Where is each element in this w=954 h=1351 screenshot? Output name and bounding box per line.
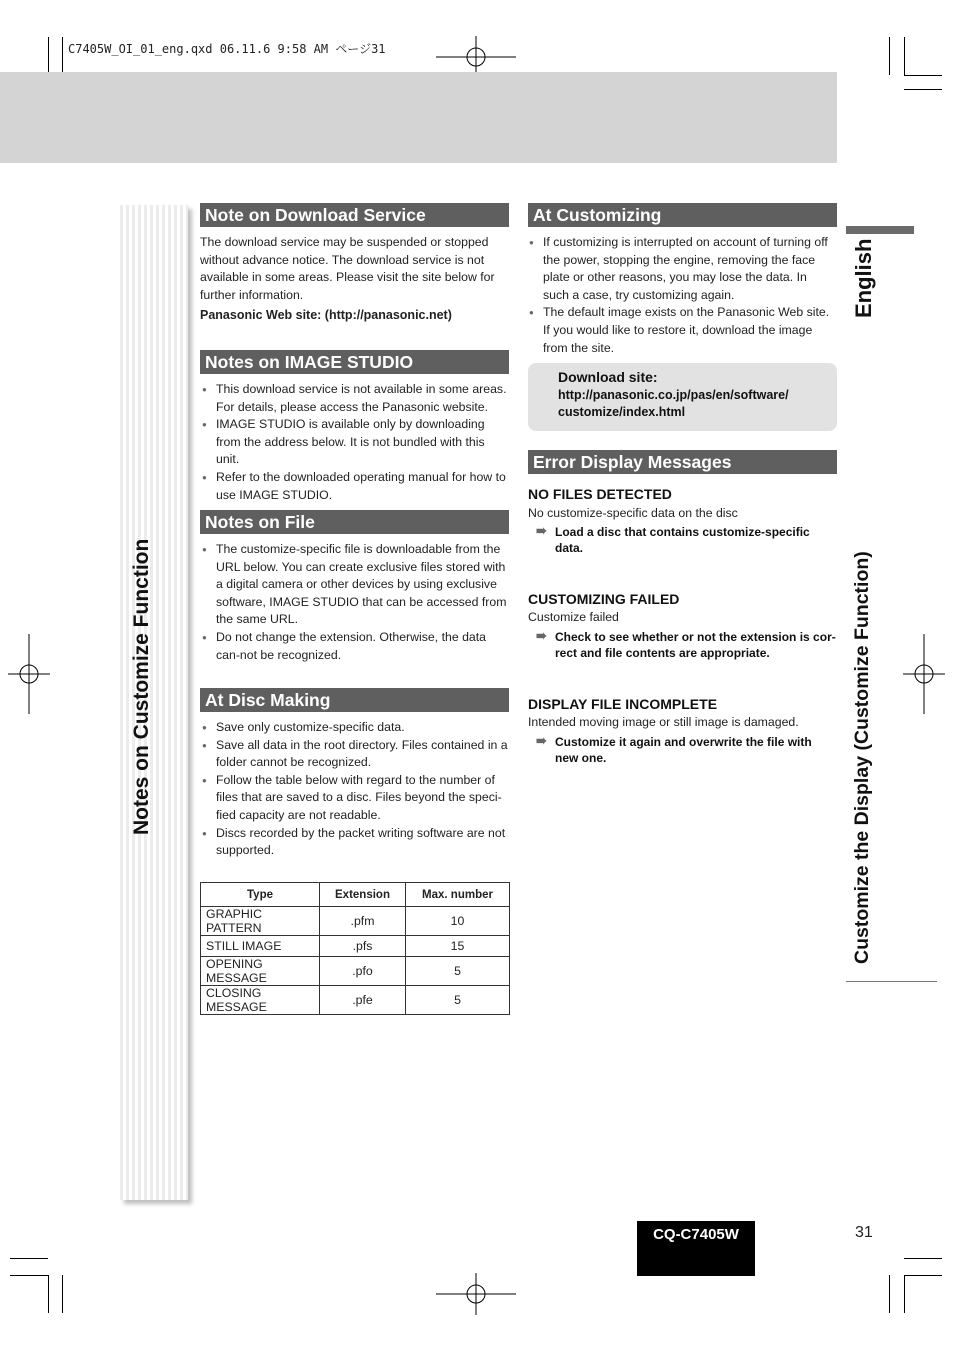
table-cell: 10 <box>406 907 510 936</box>
download-service-text: The download service may be suspended or stopped without advance notice. The download service is not available in some areas. Please visit the site below for further information. <box>200 235 495 302</box>
download-site-url[interactable]: customize/index.html <box>558 405 686 419</box>
notes-on-file-list <box>200 541 509 664</box>
file-capacity-table <box>200 882 510 1015</box>
model-badge: CQ-C7405W <box>637 1221 755 1276</box>
list-item: ● This download service is not available in some areas. For details, please access the Panasonic website. <box>200 381 509 416</box>
arrow-right-icon: ➠ <box>536 733 547 748</box>
table-cell: .pfs <box>320 936 406 957</box>
panasonic-web-site: Panasonic Web site: (http://panasonic.net) <box>200 308 452 322</box>
page-number: 31 <box>855 1224 873 1241</box>
registration-mark-icon <box>8 634 50 714</box>
language-bar <box>846 226 914 234</box>
header-band <box>0 72 837 163</box>
crop-mark <box>48 1275 49 1313</box>
list-item: ● Refer to the downloaded operating manual for how to use IMAGE STUDIO. <box>200 469 509 504</box>
error-action <box>528 629 837 661</box>
error-action <box>528 734 837 766</box>
crop-mark <box>62 1275 63 1313</box>
crop-mark <box>904 75 942 76</box>
crop-mark <box>904 1258 942 1259</box>
list-item: ● Follow the table below with regard to the number of files that are saved to a disc. Files beyond the speci-fied capacity are not readable. <box>200 772 509 825</box>
table-row <box>201 957 510 986</box>
table-cell: .pfe <box>320 986 406 1015</box>
list-item: ● Save all data in the root directory. Files contained in a folder cannot be recognized. <box>200 737 509 772</box>
table-row <box>201 907 510 936</box>
vertical-language-label: English <box>851 238 876 318</box>
table-cell: .pfm <box>320 907 406 936</box>
error-title: DISPLAY FILE INCOMPLETE <box>528 696 718 712</box>
section-heading-customizing: At Customizing <box>528 203 837 227</box>
column-header: Extension <box>320 883 406 907</box>
list-item: ● Do not change the extension. Otherwise, the data can-not be recognized. <box>200 629 509 664</box>
error-title: CUSTOMIZING FAILED <box>528 591 680 607</box>
table-cell: 5 <box>406 957 510 986</box>
section-heading-notes-on-file: Notes on File <box>200 510 509 534</box>
crop-mark <box>904 1275 905 1313</box>
table-row <box>201 936 510 957</box>
table-row <box>201 986 510 1015</box>
error-title: NO FILES DETECTED <box>528 486 672 502</box>
file-slug: C7405W_OI_01_eng.qxd 06.11.6 9:58 AM ページ31 <box>68 42 386 56</box>
crop-mark <box>904 37 905 75</box>
table-cell: .pfo <box>320 957 406 986</box>
section-heading-errors: Error Display Messages <box>528 450 837 474</box>
list-item: ● IMAGE STUDIO is available only by downloading from the address below. It is not bundled with this unit. <box>200 416 509 469</box>
crop-mark <box>904 1275 942 1276</box>
registration-mark-icon <box>436 1273 516 1315</box>
table-cell: OPENING MESSAGE <box>201 957 320 986</box>
crop-mark <box>48 37 49 75</box>
error-description: Customize failed <box>528 610 619 624</box>
list-item: ● Discs recorded by the packet writing software are not supported. <box>200 825 509 860</box>
table-cell: 15 <box>406 936 510 957</box>
section-heading-download-service: Note on Download Service <box>200 203 509 227</box>
column-header: Type <box>201 883 320 907</box>
arrow-right-icon: ➠ <box>536 523 547 538</box>
error-action-text: Customize it again and overwrite the file with new one. <box>555 735 812 765</box>
error-action-text: Check to see whether or not the extension is cor-rect and file contents are appropriate. <box>555 630 836 660</box>
crop-mark <box>62 37 63 75</box>
column-header: Max. number <box>406 883 510 907</box>
image-studio-list <box>200 381 509 504</box>
table-cell: 5 <box>406 986 510 1015</box>
error-description: No customize-specific data on the disc <box>528 506 738 520</box>
sidebar-divider <box>846 981 937 982</box>
download-site-label: Download site: <box>558 369 658 385</box>
crop-mark <box>889 37 890 75</box>
disc-making-list <box>200 719 509 860</box>
error-action <box>528 524 837 556</box>
list-item: ● The customize-specific file is downloadable from the URL below. You can create exclusive files stored with a digital camera or other devices by using exclusive software, IMAGE STUDIO that can be accessed from the same URL. <box>200 541 509 629</box>
crop-mark <box>10 1258 48 1259</box>
table-cell: GRAPHIC PATTERN <box>201 907 320 936</box>
table-header-row <box>201 883 510 907</box>
section-heading-image-studio: Notes on IMAGE STUDIO <box>200 350 509 374</box>
table-cell: CLOSING MESSAGE <box>201 986 320 1015</box>
section-heading-disc-making: At Disc Making <box>200 688 509 712</box>
crop-mark <box>10 1275 48 1276</box>
customizing-list <box>527 234 836 357</box>
registration-mark-icon <box>903 634 945 714</box>
vertical-right-title: Customize the Display (Customize Function) <box>851 551 873 964</box>
table-cell: STILL IMAGE <box>201 936 320 957</box>
error-action-text: Load a disc that contains customize-specific data. <box>555 525 810 555</box>
vertical-left-title: Notes on Customize Function <box>130 538 153 835</box>
download-site-url[interactable]: http://panasonic.co.jp/pas/en/software/ <box>558 388 789 402</box>
crop-mark <box>904 89 942 90</box>
error-description: Intended moving image or still image is damaged. <box>528 715 799 729</box>
list-item: ● The default image exists on the Panasonic Web site. If you would like to restore it, download the image from the site. <box>527 304 836 357</box>
list-item: ● Save only customize-specific data. <box>200 719 509 737</box>
list-item: ● If customizing is interrupted on account of turning off the power, stopping the engine, removing the face plate or other reasons, you may lose the data. In such a case, try customizing again. <box>527 234 836 304</box>
crop-mark <box>889 1275 890 1313</box>
arrow-right-icon: ➠ <box>536 628 547 643</box>
